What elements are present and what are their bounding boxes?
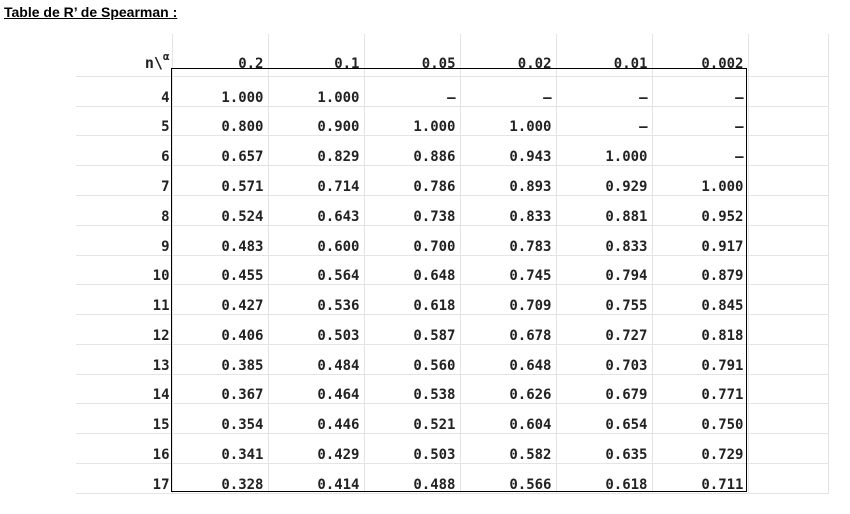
value-cell: 0.328 bbox=[172, 464, 268, 494]
empty-cell bbox=[748, 136, 828, 166]
value-cell: 0.678 bbox=[460, 315, 556, 345]
value-cell: 0.635 bbox=[556, 434, 652, 464]
empty-cell bbox=[748, 404, 828, 434]
value-cell: 0.429 bbox=[268, 434, 364, 464]
value-cell: 0.618 bbox=[556, 464, 652, 494]
table-row bbox=[76, 344, 828, 374]
value-cell: 0.893 bbox=[460, 166, 556, 196]
value-cell: 0.886 bbox=[364, 136, 460, 166]
value-cell: — bbox=[556, 106, 652, 136]
n-cell: 16 bbox=[76, 434, 172, 464]
n-cell: 10 bbox=[76, 255, 172, 285]
n-label: n\ bbox=[144, 53, 163, 72]
value-cell: 0.783 bbox=[460, 225, 556, 255]
n-cell: 7 bbox=[76, 166, 172, 196]
value-cell: 0.917 bbox=[652, 225, 748, 255]
table-row bbox=[76, 374, 828, 404]
column-header: 0.2 bbox=[172, 34, 268, 76]
value-cell: 1.000 bbox=[460, 106, 556, 136]
value-cell: 0.524 bbox=[172, 195, 268, 225]
value-cell: — bbox=[652, 136, 748, 166]
table-row bbox=[76, 255, 828, 285]
value-cell: 0.900 bbox=[268, 106, 364, 136]
table-row bbox=[76, 76, 828, 106]
empty-cell bbox=[748, 255, 828, 285]
n-cell: 13 bbox=[76, 344, 172, 374]
value-cell: 0.367 bbox=[172, 374, 268, 404]
value-cell: 0.571 bbox=[172, 166, 268, 196]
value-cell: — bbox=[652, 76, 748, 106]
n-cell: 14 bbox=[76, 374, 172, 404]
value-cell: 0.881 bbox=[556, 195, 652, 225]
n-cell: 12 bbox=[76, 315, 172, 345]
value-cell: 0.703 bbox=[556, 344, 652, 374]
value-cell: 0.929 bbox=[556, 166, 652, 196]
value-cell: 0.794 bbox=[556, 255, 652, 285]
table-row bbox=[76, 106, 828, 136]
header-row bbox=[76, 34, 828, 76]
empty-cell bbox=[748, 374, 828, 404]
value-cell: 0.791 bbox=[652, 344, 748, 374]
value-cell: 0.488 bbox=[364, 464, 460, 494]
table-row bbox=[76, 166, 828, 196]
value-cell: 0.800 bbox=[172, 106, 268, 136]
value-cell: 0.845 bbox=[652, 285, 748, 315]
value-cell: 0.483 bbox=[172, 225, 268, 255]
n-cell: 9 bbox=[76, 225, 172, 255]
value-cell: 0.648 bbox=[460, 344, 556, 374]
empty-cell bbox=[748, 76, 828, 106]
value-cell: 0.745 bbox=[460, 255, 556, 285]
value-cell: 0.566 bbox=[460, 464, 556, 494]
empty-cell bbox=[748, 106, 828, 136]
value-cell: 0.755 bbox=[556, 285, 652, 315]
value-cell: — bbox=[364, 76, 460, 106]
n-cell: 6 bbox=[76, 136, 172, 166]
value-cell: 0.464 bbox=[268, 374, 364, 404]
table-row bbox=[76, 464, 828, 494]
empty-cell bbox=[748, 434, 828, 464]
empty-cell bbox=[748, 225, 828, 255]
value-cell: 0.818 bbox=[652, 315, 748, 345]
value-cell: 0.484 bbox=[268, 344, 364, 374]
value-cell: 0.538 bbox=[364, 374, 460, 404]
page-title: Table de R’ de Spearman : bbox=[4, 4, 178, 20]
column-header: 0.05 bbox=[364, 34, 460, 76]
table-body bbox=[76, 34, 828, 494]
spearman-table bbox=[76, 34, 829, 494]
empty-cell bbox=[748, 464, 828, 494]
n-cell: 15 bbox=[76, 404, 172, 434]
alpha-label: α bbox=[162, 49, 170, 63]
value-cell: 0.564 bbox=[268, 255, 364, 285]
empty-cell bbox=[748, 166, 828, 196]
value-cell: 0.679 bbox=[556, 374, 652, 404]
value-cell: 0.709 bbox=[460, 285, 556, 315]
value-cell: — bbox=[556, 76, 652, 106]
value-cell: 0.648 bbox=[364, 255, 460, 285]
n-cell: 8 bbox=[76, 195, 172, 225]
empty-cell bbox=[748, 34, 828, 76]
value-cell: 0.587 bbox=[364, 315, 460, 345]
value-cell: 0.503 bbox=[268, 315, 364, 345]
empty-cell bbox=[748, 285, 828, 315]
value-cell: 0.833 bbox=[460, 195, 556, 225]
value-cell: 0.521 bbox=[364, 404, 460, 434]
value-cell: 0.446 bbox=[268, 404, 364, 434]
value-cell: 0.536 bbox=[268, 285, 364, 315]
value-cell: 0.600 bbox=[268, 225, 364, 255]
value-cell: 0.604 bbox=[460, 404, 556, 434]
table-row bbox=[76, 404, 828, 434]
value-cell: 0.341 bbox=[172, 434, 268, 464]
value-cell: 0.582 bbox=[460, 434, 556, 464]
value-cell: 1.000 bbox=[172, 76, 268, 106]
value-cell: 1.000 bbox=[556, 136, 652, 166]
value-cell: 0.560 bbox=[364, 344, 460, 374]
value-cell: 0.503 bbox=[364, 434, 460, 464]
value-cell: 0.385 bbox=[172, 344, 268, 374]
column-header: 0.01 bbox=[556, 34, 652, 76]
n-cell: 5 bbox=[76, 106, 172, 136]
value-cell: 0.406 bbox=[172, 315, 268, 345]
n-cell: 17 bbox=[76, 464, 172, 494]
table-row bbox=[76, 315, 828, 345]
value-cell: 0.700 bbox=[364, 225, 460, 255]
value-cell: 0.738 bbox=[364, 195, 460, 225]
value-cell: 0.414 bbox=[268, 464, 364, 494]
table-row bbox=[76, 434, 828, 464]
value-cell: 0.829 bbox=[268, 136, 364, 166]
value-cell: 0.618 bbox=[364, 285, 460, 315]
table-row bbox=[76, 136, 828, 166]
table-row bbox=[76, 195, 828, 225]
value-cell: 0.879 bbox=[652, 255, 748, 285]
value-cell: 0.714 bbox=[268, 166, 364, 196]
value-cell: 0.952 bbox=[652, 195, 748, 225]
corner-header-cell bbox=[76, 34, 172, 76]
table-row bbox=[76, 285, 828, 315]
value-cell: 0.427 bbox=[172, 285, 268, 315]
value-cell: 0.786 bbox=[364, 166, 460, 196]
value-cell: 0.711 bbox=[652, 464, 748, 494]
n-cell: 4 bbox=[76, 76, 172, 106]
value-cell: — bbox=[652, 106, 748, 136]
value-cell: 0.943 bbox=[460, 136, 556, 166]
value-cell: 0.626 bbox=[460, 374, 556, 404]
value-cell: 0.654 bbox=[556, 404, 652, 434]
empty-cell bbox=[748, 195, 828, 225]
value-cell: — bbox=[460, 76, 556, 106]
value-cell: 0.657 bbox=[172, 136, 268, 166]
empty-cell bbox=[748, 315, 828, 345]
value-cell: 0.727 bbox=[556, 315, 652, 345]
column-header: 0.02 bbox=[460, 34, 556, 76]
value-cell: 1.000 bbox=[268, 76, 364, 106]
value-cell: 0.833 bbox=[556, 225, 652, 255]
value-cell: 0.771 bbox=[652, 374, 748, 404]
empty-cell bbox=[748, 344, 828, 374]
column-header: 0.002 bbox=[652, 34, 748, 76]
value-cell: 0.643 bbox=[268, 195, 364, 225]
value-cell: 1.000 bbox=[364, 106, 460, 136]
n-cell: 11 bbox=[76, 285, 172, 315]
column-header: 0.1 bbox=[268, 34, 364, 76]
value-cell: 0.354 bbox=[172, 404, 268, 434]
value-cell: 0.455 bbox=[172, 255, 268, 285]
value-cell: 0.729 bbox=[652, 434, 748, 464]
value-cell: 0.750 bbox=[652, 404, 748, 434]
value-cell: 1.000 bbox=[652, 166, 748, 196]
table-row bbox=[76, 225, 828, 255]
